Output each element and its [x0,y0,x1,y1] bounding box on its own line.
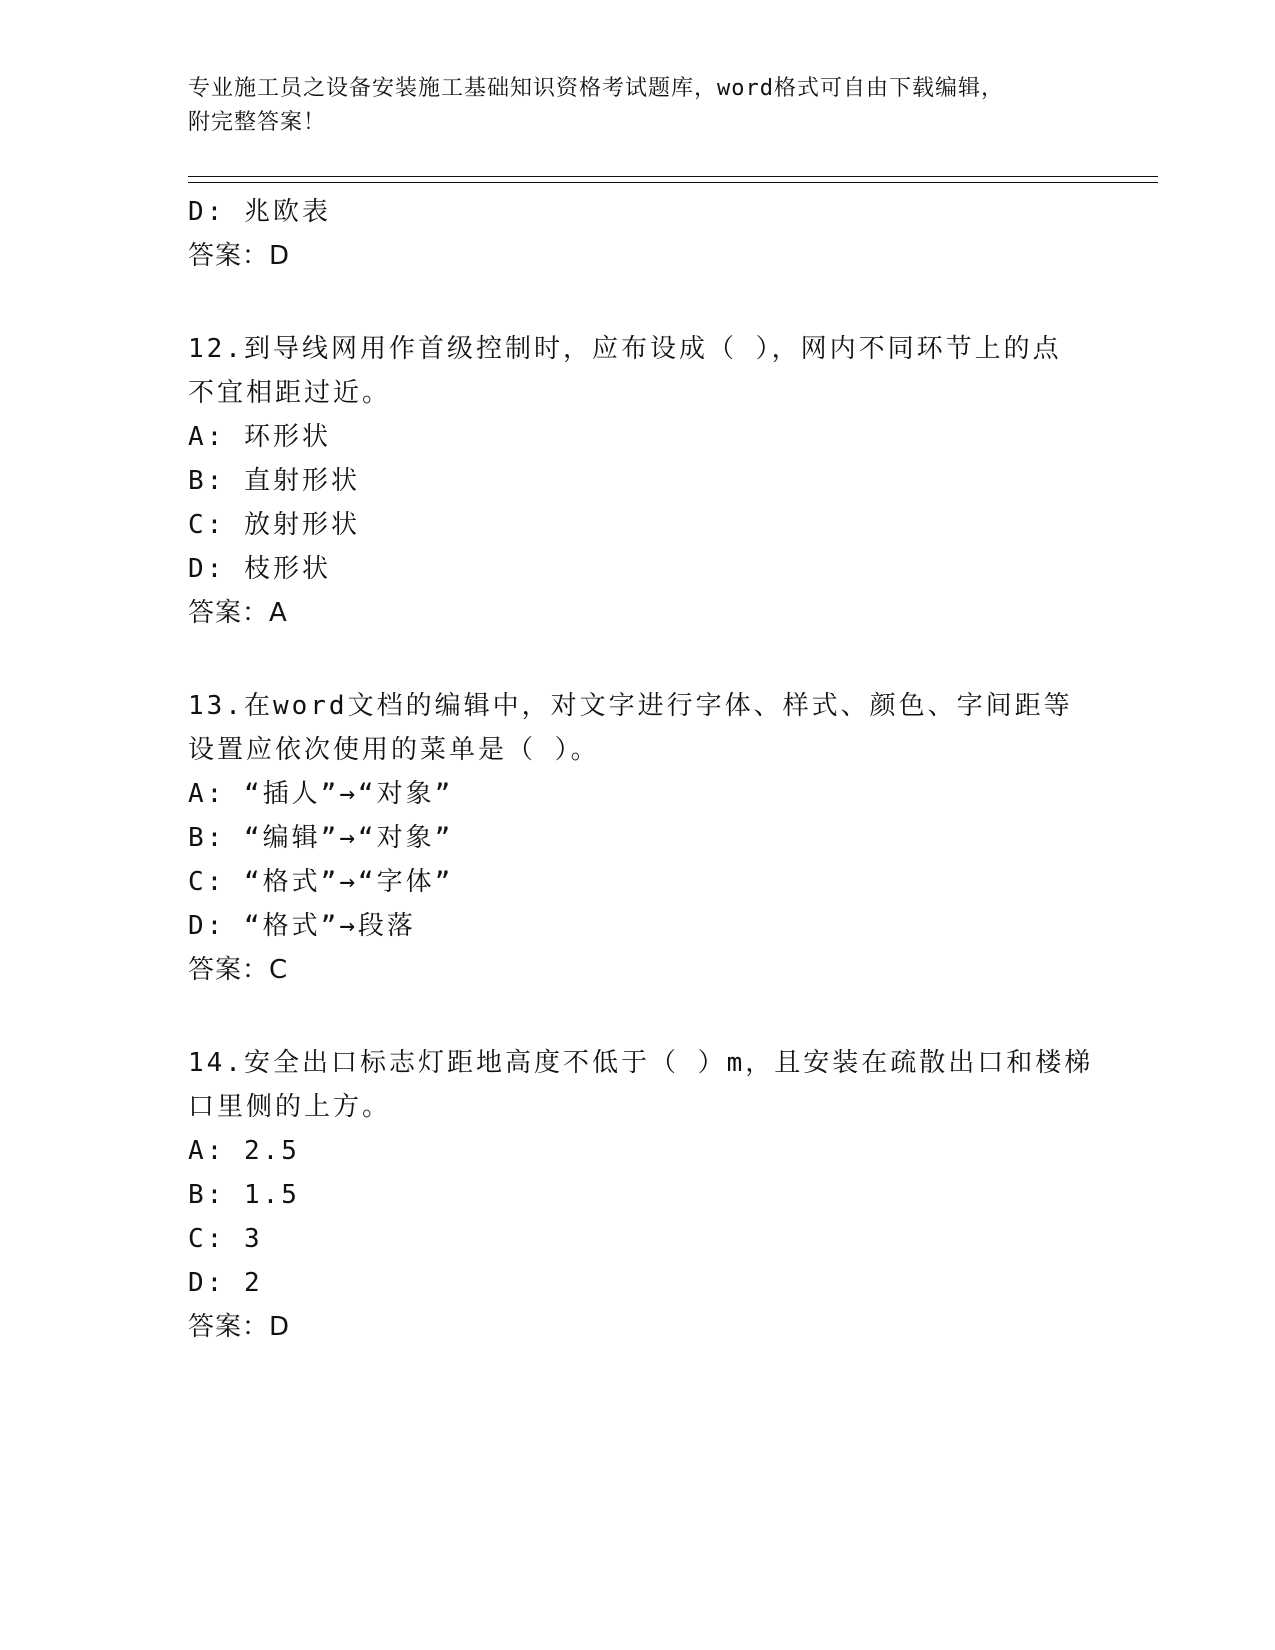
prev-answer: 答案：D [188,241,291,271]
q14-option-a: A: 2.5 [188,1136,300,1166]
header-divider-top [188,176,1158,177]
q12-answer: 答案：A [188,598,288,628]
q12-option-a: A: 环形状 [188,422,331,452]
q13-option-b: B: “编辑”→“对象” [188,823,454,853]
q14-option-d: D: 2 [188,1268,263,1298]
prev-option-d: D: 兆欧表 [188,197,331,227]
q13-stem-line-2: 设置应依次使用的菜单是（ ）。 [188,735,600,765]
q12-stem-line-2: 不宜相距过近。 [188,378,392,408]
q12-option-c: C: 放射形状 [188,510,360,540]
q13-answer: 答案：C [188,955,289,985]
q13-option-c: C: “格式”→“字体” [188,867,454,897]
header-title-line-2: 附完整答案！ [188,110,327,135]
q13-stem-line-1: 13.在word文档的编辑中，对文字进行字体、样式、颜色、字间距等 [188,691,1073,721]
q12-option-b: B: 直射形状 [188,466,360,496]
header-divider-bottom [188,182,1158,183]
document-header [188,72,1068,140]
q14-option-b: B: 1.5 [188,1180,300,1210]
q13-option-a: A: “插人”→“对象” [188,779,454,809]
q14-stem-line-2: 口里侧的上方。 [188,1092,392,1122]
q14-option-c: C: 3 [188,1224,263,1254]
q14-answer: 答案：D [188,1312,291,1342]
q12-option-d: D: 枝形状 [188,554,331,584]
q13-option-d: D: “格式”→段落 [188,911,416,941]
q12-stem-line-1: 12.到导线网用作首级控制时，应布设成（ ），网内不同环节上的点 [188,334,1062,364]
header-title-line-1: 专业施工员之设备安装施工基础知识资格考试题库，word格式可自由下载编辑， [188,76,1004,101]
q14-stem-line-1: 14.安全出口标志灯距地高度不低于（ ）m，且安装在疏散出口和楼梯 [188,1048,1094,1078]
